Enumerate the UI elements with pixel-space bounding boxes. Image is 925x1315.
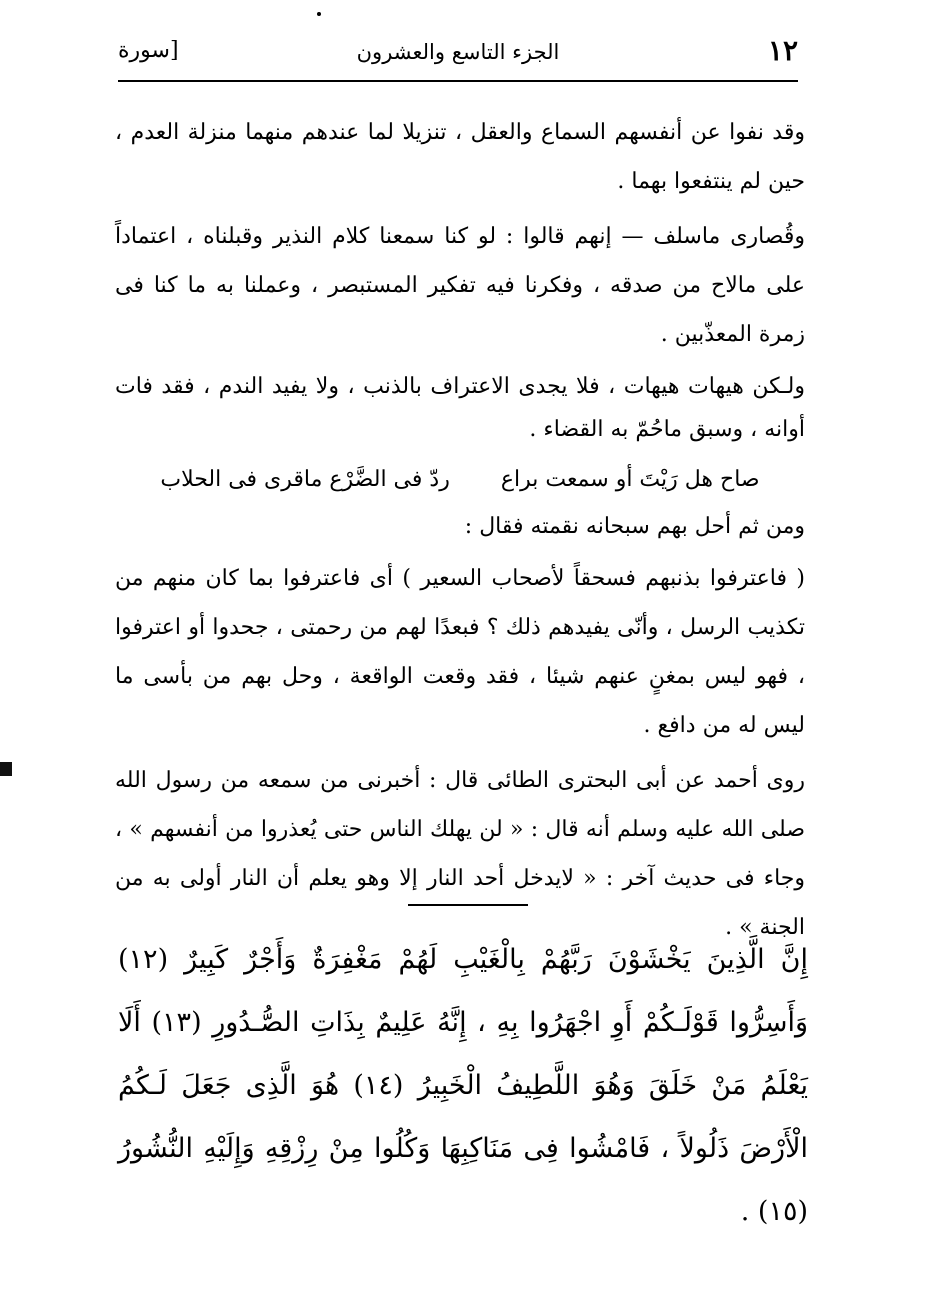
page-number: ١٢ (767, 34, 798, 67)
header-rule (118, 80, 798, 82)
margin-blot (0, 762, 12, 776)
paragraph-5: ( فاعترفوا بذنبهم فسحقاً لأصحاب السعير ) أى فاعترفوا بما كان منهم من تكذيب الرسل ، وأنّى يفيدهم ذلك ؟ فبعدًا لهم من رحمتى ، جحدوا أو اعترفوا ، فهو ليس بمغنٍ عنهم شيئا ، فقد وقعت الواقعة ، وحل بهم من بأسى ما ليس له من دافع . (115, 566, 805, 738)
poem-verse (115, 457, 805, 503)
paragraph-4: ومن ثم أحل بهم سبحانه نقمته فقال : (464, 514, 805, 539)
commentary-text (115, 108, 805, 958)
ink-speck (317, 12, 321, 16)
poem-hemistich-right: صاح هل رَيْتَ أو سمعت براع (500, 467, 760, 492)
paragraph-2: وقُصارى ماسلف — إنهم قالوا : لو كنا سمعنا كلام النذير وقبلناه ، اعتماداً على مالاح من صدقه ، وفكرنا فيه تفكير المستبصر ، وعملنا به ما كنا فى زمرة المعذّبين . (115, 224, 805, 347)
quran-verses: إِنَّ الَّذِينَ يَخْشَوْنَ رَبَّهُمْ بِالْغَيْبِ لَهُمْ مَغْفِرَةٌ وَأَجْرٌ كَبِيرٌ (١٢) وَأَسِرُّوا قَوْلَـكُمْ أَوِ اجْهَرُوا بِهِ ، إِنَّهُ عَلِيمٌ بِذَاتِ الصُّـدُورِ (١٣) أَلَا يَعْلَمُ مَنْ خَلَقَ وَهُوَ اللَّطِيفُ الْخَبِيرُ (١٤) هُوَ الَّذِى جَعَلَ لَـكُمُ الْأَرْضَ ذَلُولاً ، فَامْشُوا فِى مَنَاكِبِهَا وَكُلُوا مِنْ رِزْقِهِ وَإِلَيْهِ النُّشُورُ (١٥) . (118, 944, 809, 1227)
section-separator (408, 904, 528, 906)
margin-marks (0, 0, 20, 1315)
poem-hemistich-left: ردّ فى الضَّرْع ماقرى فى الحلاب (160, 467, 450, 492)
part-title: الجزء التاسع والعشرون (356, 40, 560, 64)
running-header (118, 34, 798, 76)
surah-label: [سورة (118, 38, 179, 63)
paragraph-1: وقد نفوا عن أنفسهم السماع والعقل ، تنزيلا لما عندهم منهما منزلة العدم ، حين لم ينتفعوا بهما . (115, 120, 805, 194)
paragraph-6: روى أحمد عن أبى البحترى الطائى قال : أخبرنى من سمعه من رسول الله صلى الله عليه وسلم أنه قال : « لن يهلك الناس حتى يُعذروا من أنفسهم » ، وجاء فى حديث آخر : « لايدخل أحد النار إلا وهو يعلم أن النار أولى به من الجنة » . (115, 768, 805, 940)
paragraph-3: ولـكن هيهات هيهات ، فلا يجدى الاعتراف بالذنب ، ولا يفيد الندم ، فقد فات أوانه ، وسبق ماحُمّ به القضاء . (115, 374, 805, 442)
